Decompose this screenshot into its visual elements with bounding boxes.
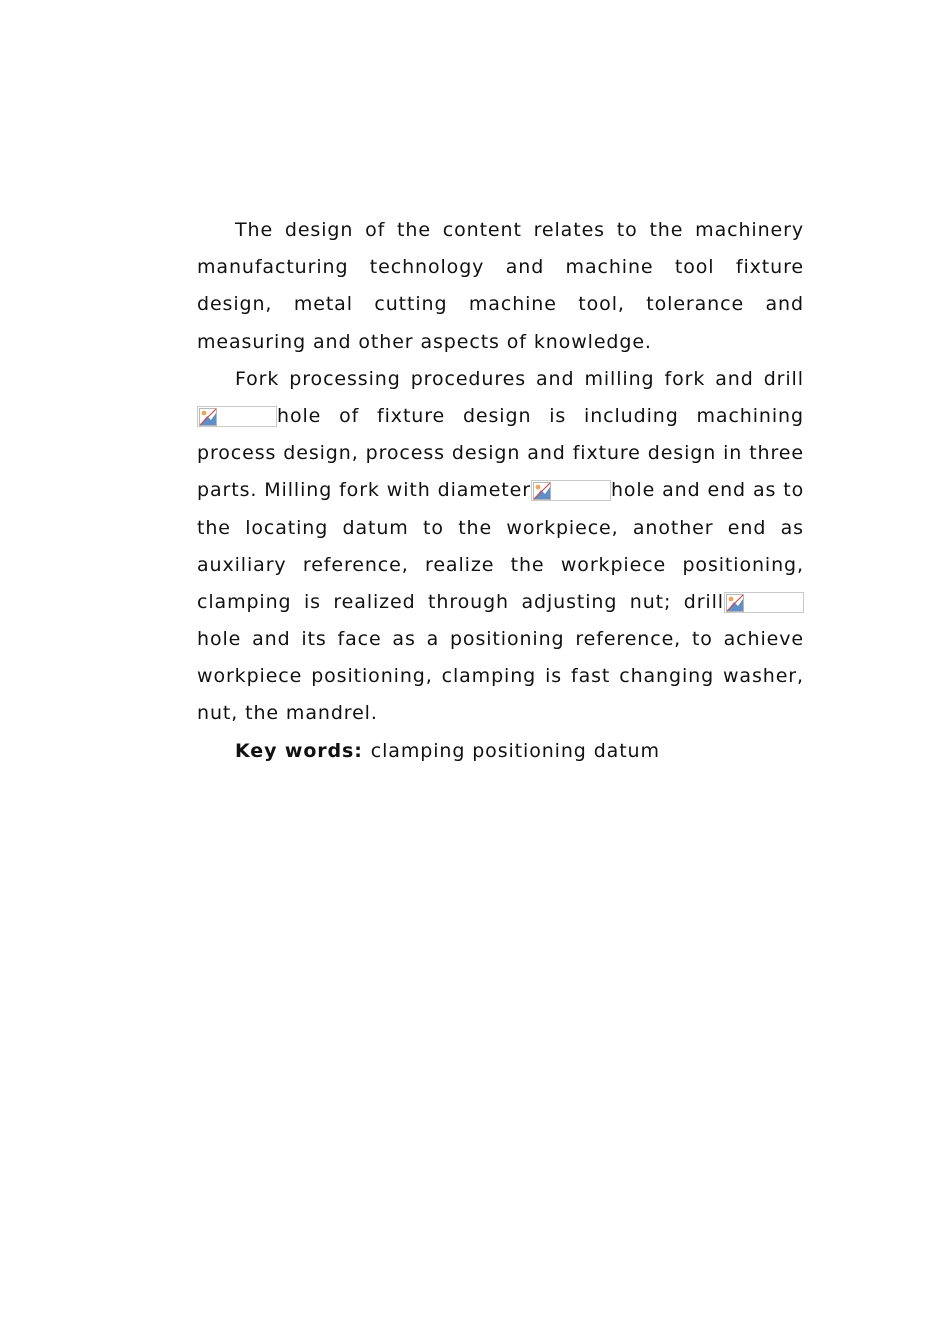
word: face: [337, 628, 382, 651]
word: to: [691, 628, 713, 651]
word: technology: [369, 256, 485, 279]
word: positioning,: [682, 553, 804, 576]
broken-image-glyph: [726, 594, 744, 612]
word: processing: [289, 367, 401, 390]
word: the: [397, 219, 431, 241]
word: and: [715, 367, 754, 390]
word: Fork: [235, 367, 280, 390]
word: design,: [197, 293, 273, 316]
word: hole: [197, 628, 242, 651]
word: positioning: [449, 628, 565, 651]
word-and-image: [684, 584, 804, 621]
word: process: [197, 442, 277, 465]
word: to: [616, 219, 638, 241]
word: content: [442, 219, 522, 241]
text-run: parts. Milling fork with diameter: [197, 479, 531, 502]
text-line: [197, 547, 804, 584]
word: reference,: [575, 628, 682, 651]
word: drill: [763, 367, 804, 390]
abstract-body: [197, 212, 804, 770]
word: design: [462, 404, 532, 427]
word: process: [365, 442, 445, 465]
word: locating: [245, 516, 329, 539]
word: the: [458, 516, 493, 539]
word: end: [727, 516, 767, 539]
word: achieve: [723, 628, 804, 651]
word: drill: [683, 590, 724, 613]
word: hole: [277, 404, 322, 427]
text-run: nut, the mandrel.: [197, 702, 378, 725]
word: through: [428, 590, 510, 613]
word: the: [197, 516, 231, 539]
word: machinery: [695, 219, 804, 241]
keywords-value: clamping positioning datum: [370, 739, 660, 762]
word: the: [510, 553, 545, 576]
text-line: [197, 472, 804, 509]
word: fixture: [377, 404, 446, 427]
text-run: measuring and other aspects of knowledge.: [197, 330, 652, 353]
text-line: [197, 286, 804, 323]
paragraph-1: [197, 212, 804, 361]
text-line: [197, 658, 804, 695]
word: is: [303, 590, 321, 613]
text-line: [197, 584, 804, 621]
text-line: [197, 695, 804, 732]
word: another: [632, 516, 714, 539]
word: reference,: [302, 553, 409, 576]
text-line: [197, 435, 804, 472]
word: design: [451, 442, 521, 465]
word: machine: [468, 293, 557, 316]
word: nut;: [629, 590, 672, 613]
word: fork: [664, 367, 706, 390]
word: design: [647, 442, 717, 465]
word: is: [545, 665, 563, 688]
word: three: [749, 442, 804, 465]
word: and: [505, 256, 545, 279]
word: adjusting: [521, 590, 618, 613]
broken-image-icon: [531, 480, 611, 501]
word: realized: [333, 590, 416, 613]
word: and: [252, 628, 291, 651]
word: manufacturing: [197, 256, 349, 279]
word: to: [423, 516, 444, 539]
word: machining: [696, 404, 804, 427]
word: machine: [565, 256, 654, 279]
word: of: [365, 219, 386, 241]
word: fixture: [735, 256, 804, 279]
word: procedures: [410, 367, 527, 390]
word: realize: [425, 553, 495, 576]
word: fast: [571, 665, 611, 688]
word: and: [536, 367, 575, 390]
word: of: [339, 404, 360, 427]
broken-image-icon: [197, 406, 277, 427]
text-line: [197, 212, 804, 249]
word: as: [392, 628, 416, 651]
word: washer,: [722, 665, 804, 688]
word: and: [765, 293, 804, 316]
word: tolerance: [646, 293, 745, 316]
word: workpiece,: [506, 516, 619, 539]
text-line: [197, 510, 804, 547]
word: design,: [283, 442, 359, 465]
word: clamping: [197, 590, 292, 613]
word: milling: [584, 367, 655, 390]
word: in: [723, 442, 743, 465]
word: including: [584, 404, 679, 427]
word: relates: [533, 219, 605, 241]
word: workpiece: [560, 553, 667, 576]
text-line: [197, 324, 804, 361]
word: datum: [342, 516, 409, 539]
broken-image-glyph: [533, 482, 551, 500]
text-line: [197, 361, 804, 398]
broken-image-glyph: [199, 408, 217, 426]
word: changing: [619, 665, 715, 688]
broken-image-icon: [724, 592, 804, 613]
paragraph-2: [197, 361, 804, 733]
word: positioning,: [311, 665, 433, 688]
word: a: [426, 628, 440, 651]
keywords-label: Key words:: [235, 739, 363, 762]
image-and-word: [197, 398, 321, 435]
word: as: [780, 516, 804, 539]
word: and: [527, 442, 566, 465]
word: The: [235, 219, 274, 241]
word: is: [549, 404, 567, 427]
text-line: [197, 249, 804, 286]
word: its: [301, 628, 327, 651]
text-run: hole and end as to: [610, 479, 805, 502]
word: clamping: [441, 665, 537, 688]
word: auxiliary: [197, 553, 287, 576]
word: workpiece: [197, 665, 303, 688]
word: the: [649, 219, 684, 241]
word: fixture: [572, 442, 641, 465]
text-line: [197, 621, 804, 658]
word: metal: [293, 293, 353, 316]
word: design: [284, 219, 354, 241]
word: cutting: [374, 293, 448, 316]
word: tool,: [578, 293, 625, 316]
keywords-line: [197, 733, 804, 770]
text-line: [197, 398, 804, 435]
word: tool: [674, 256, 715, 279]
